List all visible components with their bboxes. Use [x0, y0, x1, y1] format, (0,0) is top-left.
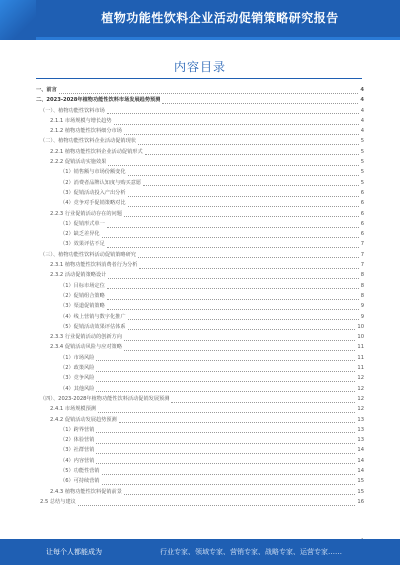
- toc-leader-dots: [145, 148, 359, 155]
- toc-leader-dots: [107, 303, 359, 310]
- toc-leader-dots: [171, 396, 355, 403]
- toc-leader-dots: [96, 457, 355, 464]
- toc-entry-page: 16: [357, 498, 364, 505]
- toc-leader-dots: [107, 241, 359, 248]
- toc-entry[interactable]: [36, 167, 364, 177]
- toc-entry[interactable]: [36, 126, 364, 136]
- toc-entry[interactable]: [36, 415, 364, 425]
- toc-entry[interactable]: [36, 394, 364, 404]
- toc-entry-title: 2.4.3 植物功能性饮料促销前景: [50, 488, 122, 495]
- toc-entry[interactable]: [36, 435, 364, 445]
- toc-entry[interactable]: [36, 445, 364, 455]
- toc-entry-title: （2）政策风险: [60, 365, 95, 372]
- toc-entry-page: 6: [360, 189, 364, 196]
- toc-entry[interactable]: [36, 332, 364, 342]
- toc-leader-dots: [124, 210, 359, 217]
- toc-leader-dots: [124, 334, 355, 341]
- toc-entry[interactable]: [36, 260, 364, 270]
- toc-entry-page: 12: [357, 406, 364, 413]
- toc-entry-page: 12: [357, 395, 364, 402]
- footer-slogan: 让每个人都能成为: [46, 548, 102, 556]
- toc-entry-page: 8: [360, 282, 364, 289]
- toc-entry-title: （2）体验营销: [60, 437, 95, 444]
- toc-entry[interactable]: [36, 497, 364, 507]
- toc-entry-title: （3）促销活动投入产出分析: [60, 189, 126, 196]
- toc-entry[interactable]: [36, 476, 364, 486]
- toc-entry-page: 5: [360, 179, 364, 186]
- toc-leader-dots: [124, 128, 359, 135]
- toc-entry-title: （四）、2023-2028年植物功能性饮料活动促销发展预测: [40, 395, 170, 402]
- toc-entry-title: （4）其他风险: [60, 385, 95, 392]
- toc-leader-dots: [139, 262, 358, 269]
- toc-entry-title: 2.5 总结与建议: [40, 498, 76, 505]
- report-title: 植物功能性饮料企业活动促销策略研究报告: [101, 11, 339, 25]
- toc-entry-page: 10: [357, 334, 364, 341]
- toc-leader-dots: [107, 293, 359, 300]
- toc-entry[interactable]: [36, 188, 364, 198]
- toc-entry[interactable]: [36, 373, 364, 383]
- toc-entry-page: 13: [357, 426, 364, 433]
- footer-bar: [0, 539, 400, 565]
- toc-leader-dots: [128, 169, 359, 176]
- toc-entry-page: 8: [360, 292, 364, 299]
- toc-entry-page: 8: [360, 272, 364, 279]
- toc-entry-title: 2.4.1 市场规模预测: [50, 406, 96, 413]
- toc-entry-page: 13: [357, 416, 364, 423]
- toc-entry[interactable]: [36, 301, 364, 311]
- toc-entry-page: 10: [357, 323, 364, 330]
- toc-entry-title: （1）跨界营销: [60, 426, 95, 433]
- toc-leader-dots: [96, 426, 355, 433]
- header-corner-decoration: [0, 0, 36, 40]
- toc-entry-title: （三）、植物功能性饮料活动促销策略研究: [40, 251, 136, 258]
- toc-entry-title: 2.2.2 促销活动实施效果: [50, 159, 107, 166]
- toc-leader-dots: [128, 190, 359, 197]
- toc-entry[interactable]: [36, 229, 364, 239]
- toc-entry-title: （3）效果评估不足: [60, 241, 105, 248]
- toc-entry[interactable]: [36, 219, 364, 229]
- toc-entry-title: （4）线上营销与数字化推广: [60, 313, 126, 320]
- toc-leader-dots: [124, 344, 355, 351]
- toc-leader-dots: [114, 118, 359, 125]
- toc-entry-title: （6）可持续营销: [60, 478, 100, 485]
- toc-entry[interactable]: [36, 456, 364, 466]
- toc-leader-dots: [119, 416, 356, 423]
- toc-entry-title: 2.3.4 促销活动风险与应对策略: [50, 344, 122, 351]
- toc-leader-dots: [124, 488, 355, 495]
- toc-entry[interactable]: [36, 342, 364, 352]
- toc-entry-page: 15: [357, 478, 364, 485]
- toc-entry[interactable]: [36, 209, 364, 219]
- toc-entry-page: 4: [360, 117, 364, 124]
- toc-leader-dots: [96, 354, 355, 361]
- toc-entry-page: 5: [360, 138, 364, 145]
- toc-entry[interactable]: [36, 157, 364, 167]
- toc-leader-dots: [96, 385, 355, 392]
- toc-leader-dots: [107, 107, 359, 114]
- toc-entry[interactable]: [36, 239, 364, 249]
- toc-entry[interactable]: [36, 363, 364, 373]
- toc-leader-dots: [96, 375, 355, 382]
- toc-entry-title: （4）竞争对手促销策略对比: [60, 200, 126, 207]
- toc-leader-dots: [102, 478, 356, 485]
- toc-entry-title: 2.3.3 行业促销活动的创新方向: [50, 334, 122, 341]
- toc-leader-dots: [98, 406, 355, 413]
- toc-entry-title: 2.1.2 植物功能性饮料细分市场: [50, 128, 122, 135]
- toc-entry[interactable]: [36, 322, 364, 332]
- toc-entry-page: 6: [360, 200, 364, 207]
- toc-leader-dots: [102, 468, 356, 475]
- toc-entry[interactable]: [36, 270, 364, 280]
- toc-entry-page: 5: [360, 159, 364, 166]
- toc-leader-dots: [138, 138, 359, 145]
- toc-entry-title: 2.4.2 促销活动发展趋势预测: [50, 416, 117, 423]
- toc-entry-title: （2）促销组合策略: [60, 292, 105, 299]
- toc-leader-dots: [78, 499, 356, 506]
- toc-entry[interactable]: [36, 384, 364, 394]
- toc-leader-dots: [108, 272, 358, 279]
- toc-entry-page: 4: [360, 107, 364, 114]
- toc-entry-page: 5: [360, 148, 364, 155]
- toc-entry-title: （1）销售额与市场份额变化: [60, 169, 126, 176]
- toc-entry-title: 2.3.2 活动促销策略设计: [50, 272, 107, 279]
- toc-entry[interactable]: [36, 147, 364, 157]
- toc-entry-page: 11: [357, 365, 364, 372]
- toc-leader-dots: [108, 159, 358, 166]
- table-of-contents: [36, 85, 364, 507]
- toc-heading: 内容目录: [173, 60, 226, 74]
- toc-entry-page: 6: [360, 220, 364, 227]
- toc-entry-title: （5）促销活动效果评估体系: [60, 323, 126, 330]
- toc-entry-title: （二）、植物功能性饮料企业活动促销现状: [40, 138, 136, 145]
- toc-entry[interactable]: [36, 95, 364, 105]
- toc-leader-dots: [138, 251, 359, 258]
- toc-entry-title: （3）竞争风险: [60, 375, 95, 382]
- toc-entry-page: 9: [360, 313, 364, 320]
- toc-entry-page: 14: [357, 467, 364, 474]
- toc-entry-page: 11: [357, 344, 364, 351]
- toc-entry[interactable]: [36, 85, 364, 95]
- toc-entry-page: 13: [357, 437, 364, 444]
- toc-entry[interactable]: [36, 487, 364, 497]
- toc-entry-page: 6: [360, 210, 364, 217]
- toc-entry[interactable]: [36, 312, 364, 322]
- footer-tagline: 行业专家、领域专家、营销专家、战略专家、运营专家……: [160, 548, 342, 556]
- toc-entry-title: （2）消费者品牌认知度与购买意愿: [60, 179, 142, 186]
- header-bar: [0, 0, 400, 40]
- toc-entry-title: （3）渠道促销策略: [60, 303, 105, 310]
- toc-entry-title: （1）促销形式单一: [60, 220, 105, 227]
- toc-leader-dots: [128, 313, 359, 320]
- toc-entry-title: （3）社群营销: [60, 447, 95, 454]
- toc-entry-title: （一）、植物功能性饮料市场: [40, 107, 105, 114]
- toc-leader-dots: [162, 97, 358, 104]
- toc-entry[interactable]: [36, 116, 364, 126]
- toc-entry-page: 14: [357, 447, 364, 454]
- toc-entry-title: 二、2023-2028年植物功能性饮料市场发展趋势预测: [36, 97, 161, 104]
- toc-entry-page: 15: [357, 488, 364, 495]
- toc-entry-page: 4: [360, 87, 364, 93]
- toc-entry[interactable]: [36, 136, 364, 146]
- toc-entry-title: 2.2.3 行业促销活动存在的问题: [50, 210, 122, 217]
- toc-leader-dots: [128, 200, 359, 207]
- toc-entry-page: 11: [357, 354, 364, 361]
- toc-leader-dots: [107, 282, 359, 289]
- toc-entry[interactable]: [36, 106, 364, 116]
- toc-entry-title: （2）缺乏差异化: [60, 231, 100, 238]
- toc-entry-page: 7: [360, 241, 364, 248]
- toc-entry-page: 9: [360, 303, 364, 310]
- toc-leader-dots: [102, 231, 359, 238]
- toc-entry[interactable]: [36, 291, 364, 301]
- toc-entry-title: 2.3.1 植物功能性饮料消费者行为分析: [50, 262, 138, 269]
- toc-entry[interactable]: [36, 250, 364, 260]
- toc-leader-dots: [96, 365, 355, 372]
- toc-leader-dots: [96, 447, 355, 454]
- toc-entry[interactable]: [36, 466, 364, 476]
- toc-leader-dots: [107, 221, 359, 228]
- toc-entry[interactable]: [36, 353, 364, 363]
- toc-leader-dots: [128, 323, 356, 330]
- toc-entry-title: （5）功能性营销: [60, 467, 100, 474]
- toc-entry-page: 7: [360, 251, 364, 258]
- toc-entry[interactable]: [36, 404, 364, 414]
- toc-entry-page: 4: [360, 128, 364, 135]
- toc-entry[interactable]: [36, 198, 364, 208]
- toc-entry-title: 2.2.1 植物功能性饮料企业活动促销形式: [50, 148, 143, 155]
- toc-entry-title: （1）市场风险: [60, 354, 95, 361]
- toc-entry[interactable]: [36, 281, 364, 291]
- toc-entry-title: （1）目标市场定位: [60, 282, 105, 289]
- toc-entry-page: 12: [357, 385, 364, 392]
- toc-leader-dots: [96, 437, 355, 444]
- toc-entry-page: 6: [360, 231, 364, 238]
- toc-leader-dots: [59, 87, 359, 94]
- toc-entry-title: （4）内容营销: [60, 457, 95, 464]
- toc-leader-dots: [143, 179, 359, 186]
- toc-entry-page: 5: [360, 169, 364, 176]
- toc-entry-page: 7: [360, 262, 364, 269]
- toc-entry[interactable]: [36, 178, 364, 188]
- toc-entry-title: 2.1.1 市场规模与增长趋势: [50, 117, 112, 124]
- toc-entry-page: 12: [357, 375, 364, 382]
- toc-entry-page: 4: [360, 97, 364, 104]
- toc-entry[interactable]: [36, 425, 364, 435]
- toc-entry-title: 一、前言: [36, 87, 57, 93]
- toc-entry-page: 14: [357, 457, 364, 464]
- toc-divider: [36, 78, 362, 79]
